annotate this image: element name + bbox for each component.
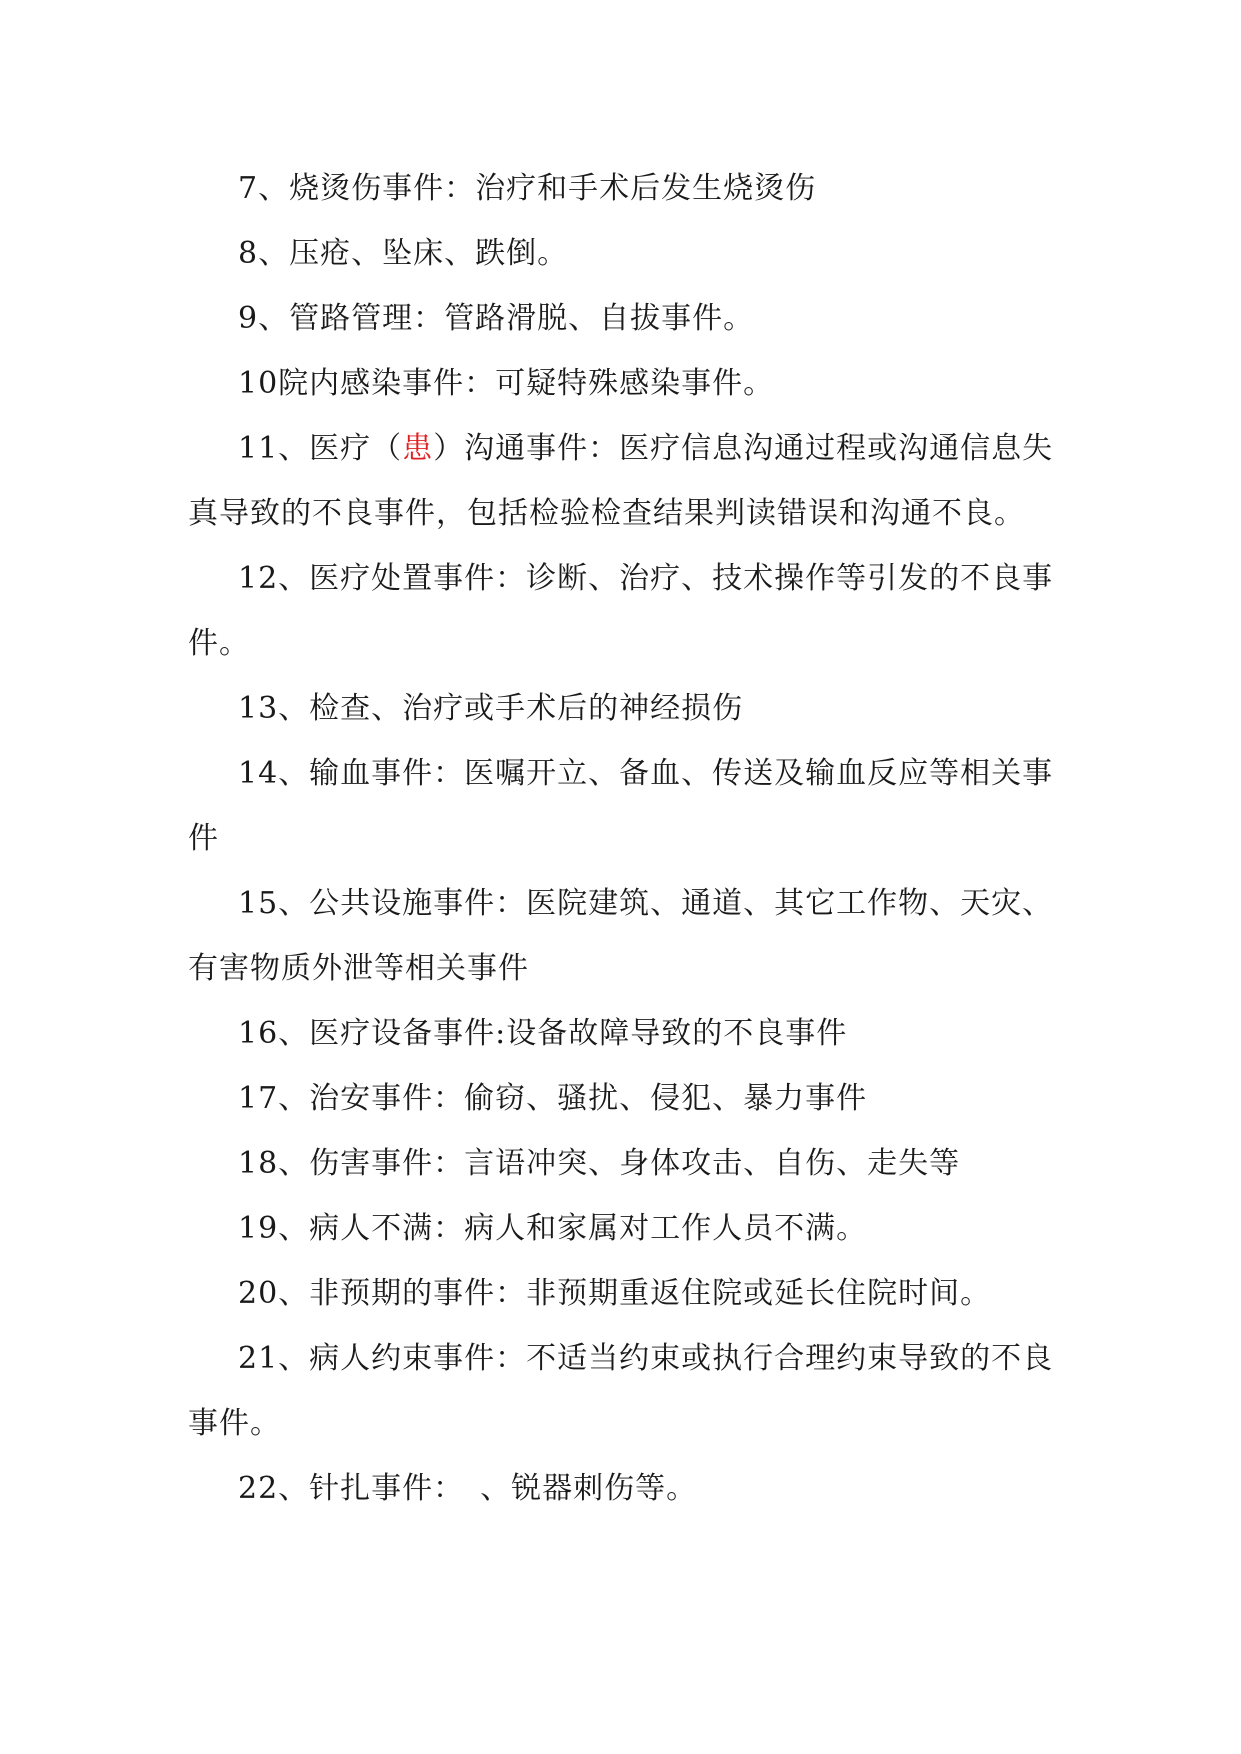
list-item-11	[188, 416, 1056, 546]
list-item-8: 8、压疮、坠床、跌倒。	[238, 236, 569, 271]
list-item-17: 17、治安事件：偷窃、骚扰、侵犯、暴力事件	[238, 1081, 868, 1116]
list-item-15: 15、公共设施事件：医院建筑、通道、其它工作物、天灾、有害物质外泄等相关事件	[188, 886, 1054, 986]
list-item-9: 9、管路管理：管路滑脱、自拔事件。	[238, 301, 755, 336]
list-item-11-suffix: ）沟通事件：医疗信息沟通过程或沟通信息失真导致的不良事件，包括检验检查结果判读错误和沟通不良。	[188, 431, 1054, 531]
list-item-12: 12、医疗处置事件：诊断、治疗、技术操作等引发的不良事件。	[188, 561, 1054, 661]
list-item-20: 20、非预期的事件：非预期重返住院或延长住院时间。	[238, 1276, 992, 1311]
list-item-14: 14、输血事件：医嘱开立、备血、传送及输血反应等相关事件	[188, 756, 1054, 856]
list-item-11-prefix: 11、医疗（	[238, 431, 403, 466]
list-item-13: 13、检查、治疗或手术后的神经损伤	[238, 691, 744, 726]
list-item-22: 22、针扎事件： 、锐器刺伤等。	[238, 1471, 698, 1506]
list-item-7: 7、烧烫伤事件：治疗和手术后发生烧烫伤	[238, 171, 817, 206]
list-item-16: 16、医疗设备事件:设备故障导致的不良事件	[238, 1016, 848, 1051]
list-item-18: 18、伤害事件：言语冲突、身体攻击、自伤、走失等	[238, 1146, 961, 1181]
list-item-11-highlight: 患	[402, 431, 434, 466]
list-item-10: 10院内感染事件：可疑特殊感染事件。	[238, 366, 775, 401]
list-item-19: 19、病人不满：病人和家属对工作人员不满。	[238, 1211, 868, 1246]
event-list	[188, 156, 1056, 1521]
list-item-21: 21、病人约束事件：不适当约束或执行合理约束导致的不良事件。	[188, 1341, 1054, 1441]
